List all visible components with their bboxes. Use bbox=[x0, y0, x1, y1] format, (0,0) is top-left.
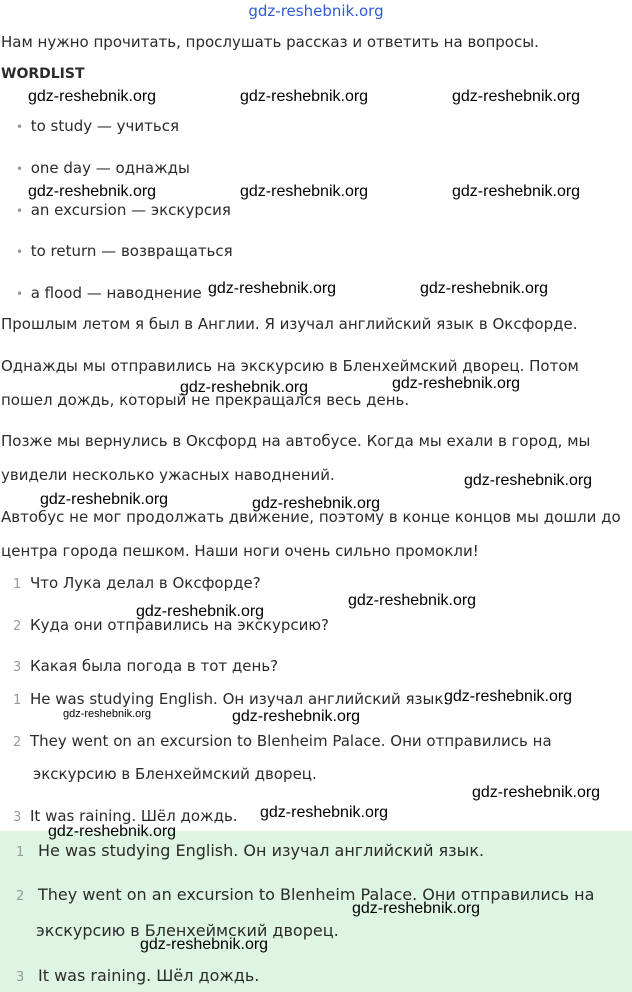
translation-paragraph: Позже мы вернулись в Оксфорд на автобусе. Когда мы ехали в город, мы увидели несколько ужасных наводнений. bbox=[1, 432, 591, 484]
watermark: gdz-reshebnik.org bbox=[352, 900, 481, 917]
watermark: gdz-reshebnik.org bbox=[420, 280, 549, 297]
list-item bbox=[16, 159, 190, 177]
translation-paragraph: Автобус не мог продолжать движение, поэтому в конце концов мы дошли до центра города пешком. Наши ноги очень сильно промокли! bbox=[1, 508, 621, 560]
answer-item: 3 It was raining. Шёл дождь. bbox=[13, 807, 238, 825]
watermark: gdz-reshebnik.org bbox=[260, 804, 389, 821]
watermark: gdz-reshebnik.org bbox=[140, 936, 269, 953]
list-item bbox=[16, 284, 202, 302]
wordlist-heading: WORDLIST bbox=[1, 66, 85, 82]
watermark: gdz-reshebnik.org bbox=[392, 375, 521, 392]
watermark: gdz-reshebnik.org bbox=[464, 472, 593, 489]
wordlist-item: one day — однажды bbox=[30, 159, 190, 177]
bullet-icon: • bbox=[16, 162, 31, 176]
question-item: 3 Какая была погода в тот день? bbox=[13, 657, 279, 675]
answer-item: 1 He was studying English. Он изучал английский язык. bbox=[13, 690, 449, 708]
answer-item: 2 They went on an excursion to Blenheim Palace. Они отправились на bbox=[13, 732, 552, 750]
watermark: gdz-reshebnik.org bbox=[28, 183, 157, 200]
watermark: gdz-reshebnik.org bbox=[208, 280, 337, 297]
watermark: gdz-reshebnik.org bbox=[348, 592, 477, 609]
bullet-icon: • bbox=[16, 245, 31, 259]
answer-box-item-continuation: экскурсию в Бленхеймский дворец. bbox=[36, 921, 339, 940]
list-item bbox=[16, 242, 233, 260]
answer-item-continuation: экскурсию в Бленхеймский дворец. bbox=[33, 765, 317, 783]
watermark: gdz-reshebnik.org bbox=[136, 603, 265, 620]
watermark: gdz-reshebnik.org bbox=[252, 495, 381, 512]
watermark: gdz-reshebnik.org bbox=[180, 379, 309, 396]
watermark: gdz-reshebnik.org bbox=[452, 183, 581, 200]
list-item bbox=[16, 201, 231, 219]
bullet-icon: • bbox=[16, 120, 31, 134]
wordlist-item: to return — возвращаться bbox=[30, 242, 233, 260]
translation-paragraph: Прошлым летом я был в Англии. Я изучал английский язык в Оксфорде. bbox=[1, 315, 578, 333]
watermark: gdz-reshebnik.org bbox=[48, 823, 177, 840]
wordlist-item: an excursion — экскурсия bbox=[30, 201, 231, 219]
intro-text: Нам нужно прочитать, прослушать рассказ и ответить на вопросы. bbox=[1, 33, 539, 51]
answer-box-item: 3 It was raining. Шёл дождь. bbox=[16, 966, 260, 985]
answer-box-item: 2 They went on an excursion to Blenheim Palace. Они отправились на bbox=[16, 885, 595, 904]
answer-box-item: 1 He was studying English. Он изучал английский язык. bbox=[16, 841, 485, 860]
watermark: gdz-reshebnik.org bbox=[472, 784, 601, 801]
bullet-icon: • bbox=[16, 287, 31, 301]
wordlist-item: to study — учиться bbox=[30, 117, 180, 135]
watermark: gdz-reshebnik.org bbox=[240, 183, 369, 200]
watermark: gdz-reshebnik.org bbox=[240, 88, 369, 105]
site-title[interactable]: gdz-reshebnik.org bbox=[248, 2, 384, 20]
question-item: 1 Что Лука делал в Оксфорде? bbox=[13, 574, 261, 592]
bullet-icon: • bbox=[16, 204, 31, 218]
question-item: 2 Куда они отправились на экскурсию? bbox=[13, 616, 329, 634]
watermark: gdz-reshebnik.org bbox=[63, 708, 152, 720]
watermark: gdz-reshebnik.org bbox=[452, 88, 581, 105]
watermark: gdz-reshebnik.org bbox=[232, 708, 361, 725]
wordlist-item: a flood — наводнение bbox=[30, 284, 202, 302]
watermark: gdz-reshebnik.org bbox=[40, 491, 169, 508]
list-item bbox=[16, 117, 179, 135]
translation-paragraph: Однажды мы отправились на экскурсию в Бленхеймский дворец. Потом пошел дождь, который не прекращался весь день. bbox=[1, 357, 579, 409]
watermark: gdz-reshebnik.org bbox=[28, 88, 157, 105]
watermark: gdz-reshebnik.org bbox=[444, 688, 573, 705]
